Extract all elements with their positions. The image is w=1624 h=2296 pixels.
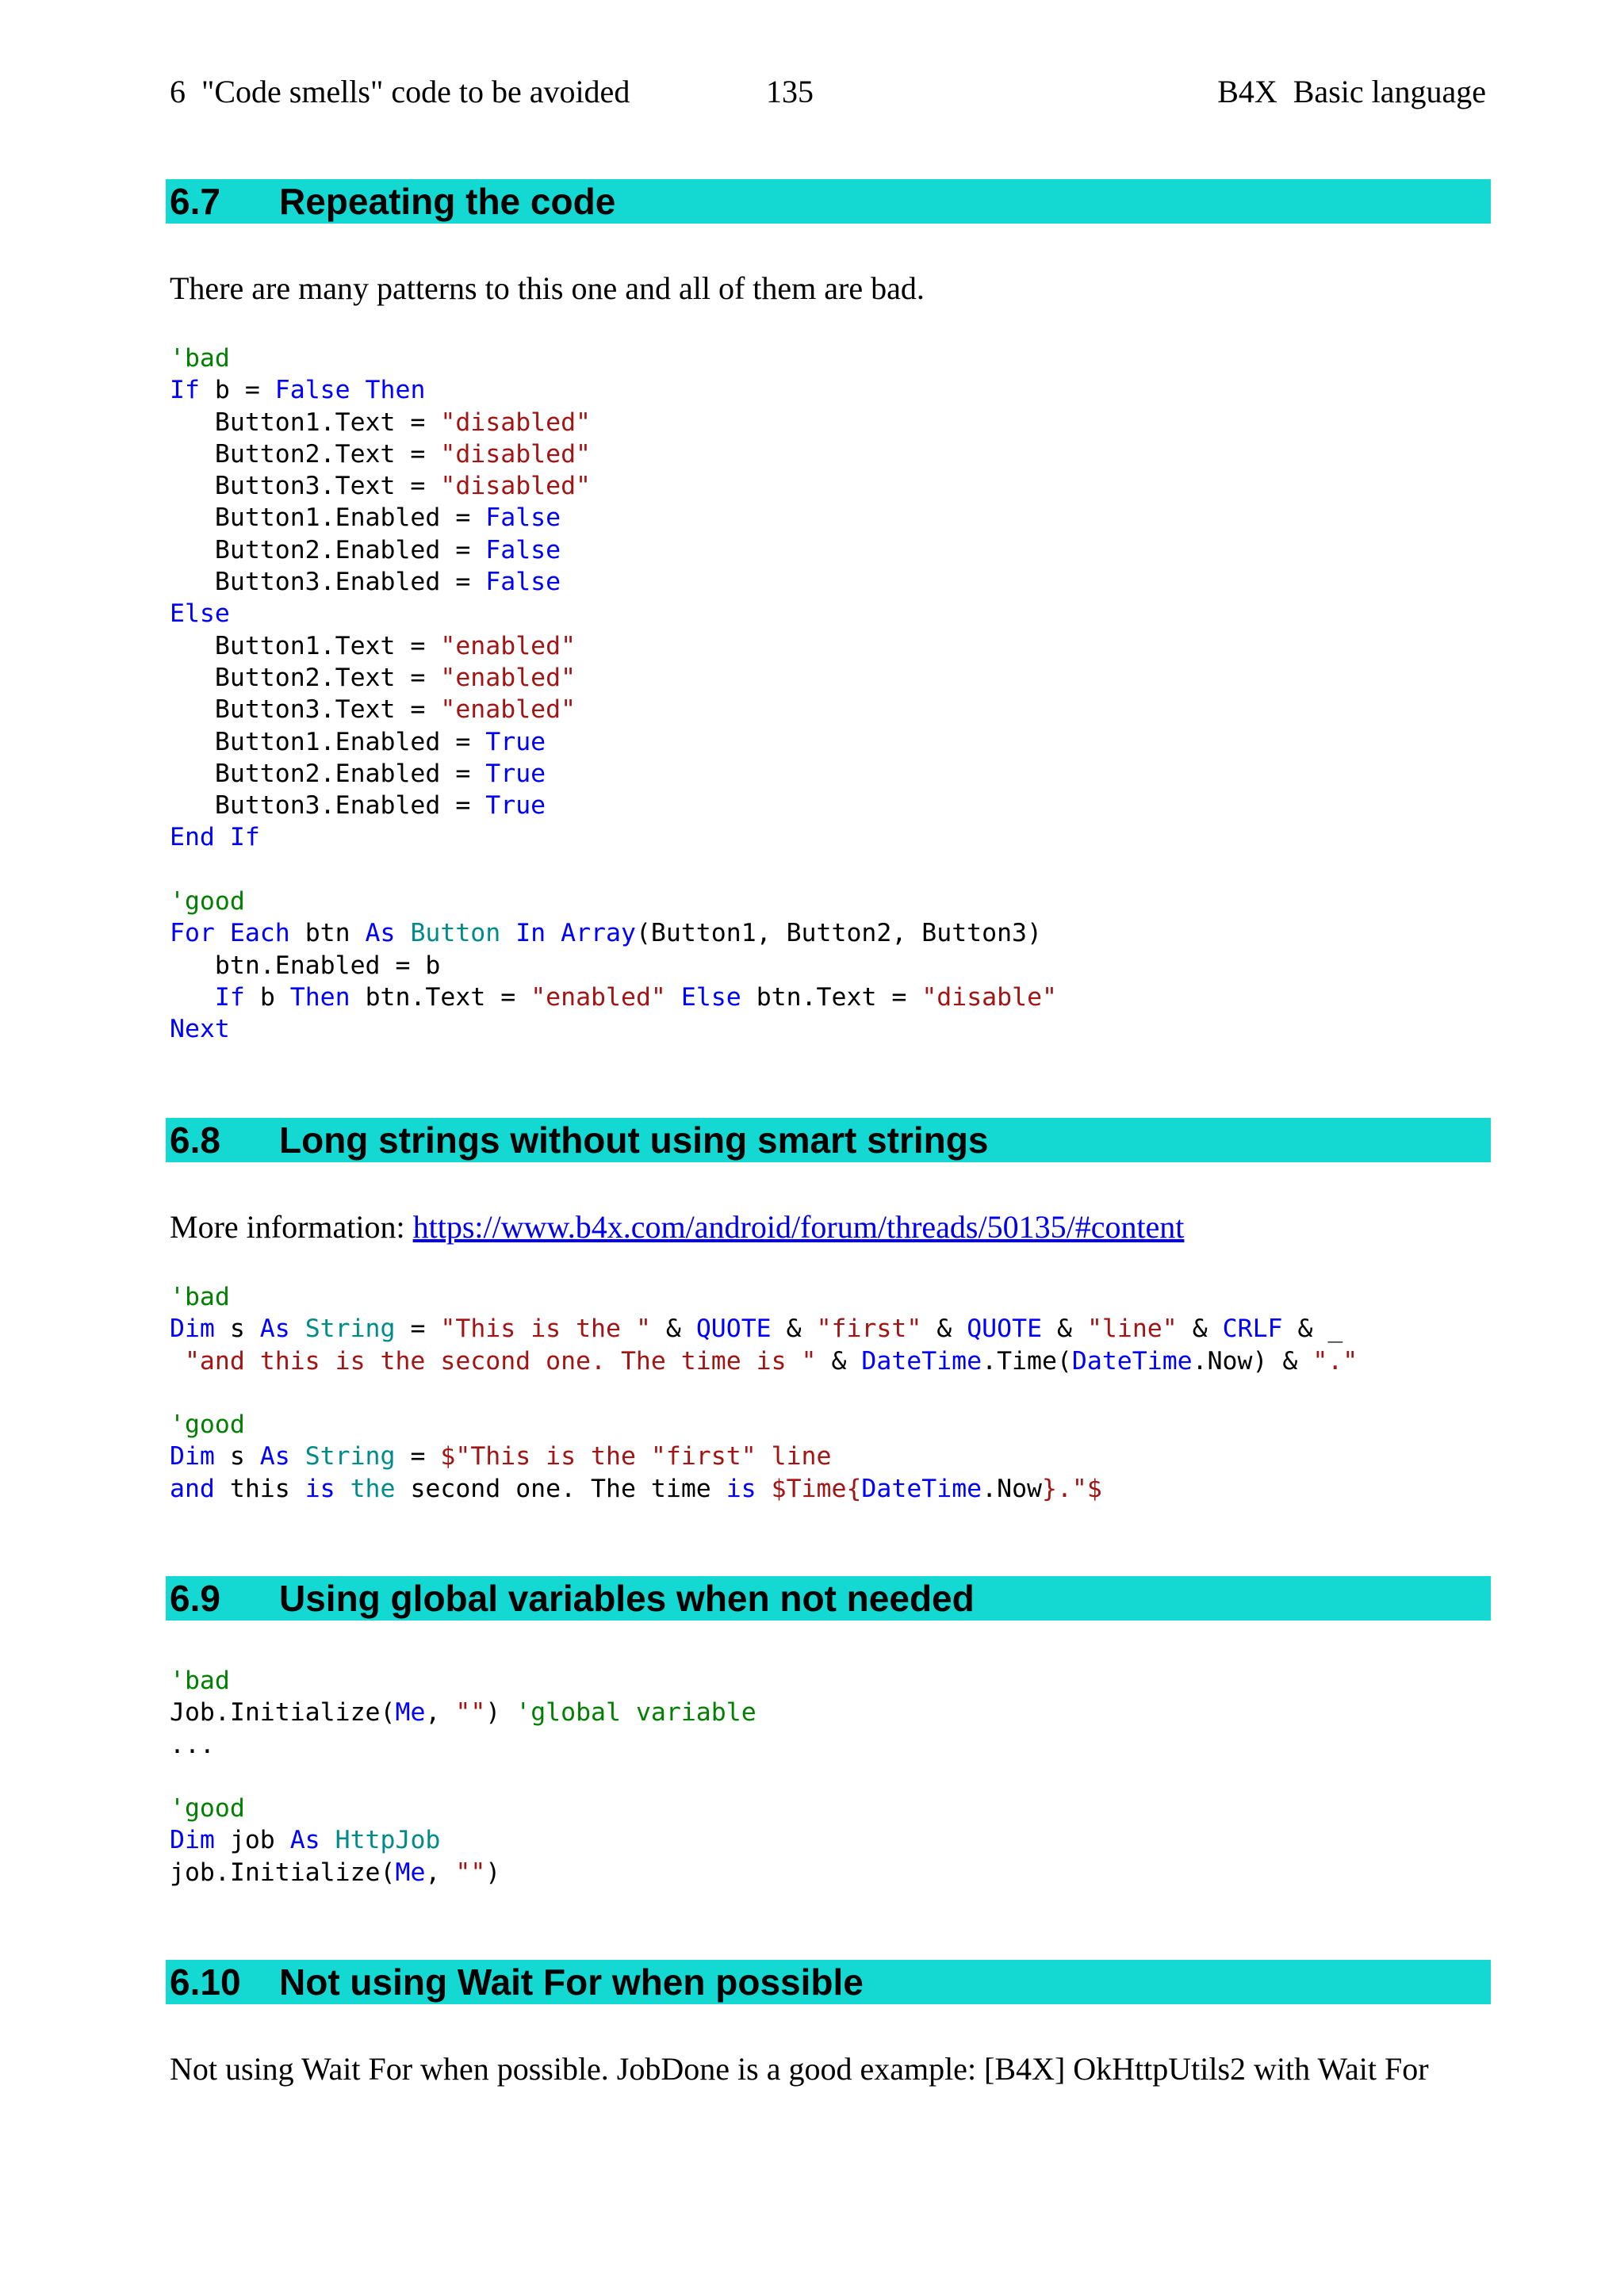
header-chapter-title: 6 "Code smells" code to be avoided <box>170 74 630 109</box>
code-token-string: $Time{ <box>771 1474 862 1503</box>
code-token-code-text: btn.Text = <box>756 982 922 1012</box>
page-header <box>170 73 1486 121</box>
code-token-code-text: btn <box>304 919 366 948</box>
code-token-type: String <box>304 1442 411 1471</box>
code-token-keyword: Next <box>170 1015 230 1044</box>
code-token-code-text: & <box>936 1314 967 1344</box>
code-token-keyword: As <box>289 1826 335 1855</box>
code-line <box>170 1281 1494 1313</box>
code-token-code-text: btn.Enabled = b <box>170 951 441 980</box>
code-line <box>170 598 1494 629</box>
code-token-comment: 'bad <box>170 1667 230 1695</box>
code-token-code-text: .Time( <box>982 1346 1072 1376</box>
code-token-code-text: b <box>259 982 290 1012</box>
header-book-title: B4X Basic language <box>1217 74 1486 109</box>
code-token-keyword: DateTime <box>861 1474 982 1503</box>
code-line <box>170 854 1494 886</box>
code-token-keyword: Then <box>289 982 366 1012</box>
section-6-10-intro: Not using Wait For when possible. JobDone is a good example: [B4X] OkHttpUtils2 with Wait For <box>170 2051 1429 2087</box>
code-token-keyword: As <box>259 1314 305 1344</box>
code-token-code-text: Button3.Enabled = <box>170 791 486 821</box>
code-token-code-text: btn.Text = <box>365 982 531 1012</box>
code-token-keyword: False <box>485 503 561 533</box>
code-token-string: "" <box>455 1698 486 1728</box>
code-line <box>170 438 1494 470</box>
code-token-type: Button <box>410 919 516 948</box>
code-token-keyword: and <box>170 1474 230 1503</box>
code-line <box>170 1857 1494 1888</box>
code-token-code-text: second one. The time <box>410 1474 726 1503</box>
code-token-code-text: Button2.Text = <box>170 663 441 692</box>
code-line <box>170 1729 1494 1761</box>
code-token-code-text: & <box>1192 1314 1223 1344</box>
code-line <box>170 1345 1494 1377</box>
code-block-6-7 <box>170 342 1494 1046</box>
section-title: Long strings without using smart strings <box>279 1119 989 1161</box>
code-token-code-text: & <box>665 1314 696 1344</box>
code-token-keyword: If <box>214 982 260 1012</box>
forum-thread-link[interactable]: https://www.b4x.com/android/forum/threads/50135/#content <box>412 1209 1185 1245</box>
code-token-string: "enabled" <box>440 631 576 660</box>
code-line <box>170 374 1494 406</box>
section-heading-6-9 <box>166 1576 1491 1621</box>
code-line <box>170 726 1494 758</box>
code-line <box>170 470 1494 502</box>
code-token-code-text: ... <box>170 1730 215 1759</box>
code-token-code-text: Button1.Text = <box>170 408 441 437</box>
code-token-code-text: this <box>229 1474 305 1503</box>
code-token-keyword: DateTime <box>861 1346 982 1376</box>
code-line <box>170 566 1494 598</box>
code-token-code-text: job <box>229 1826 290 1855</box>
code-token-keyword: False <box>485 535 561 564</box>
code-token-keyword: is <box>726 1474 772 1503</box>
code-line <box>170 630 1494 662</box>
code-line <box>170 1013 1494 1045</box>
code-token-keyword: Dim <box>170 1314 230 1344</box>
code-token-string: }."$ <box>1042 1474 1102 1503</box>
code-token-code-text: & <box>1057 1314 1087 1344</box>
code-token-comment: 'bad <box>170 344 230 373</box>
code-line <box>170 982 1494 1013</box>
code-token-keyword: QUOTE <box>695 1314 787 1344</box>
section-heading-6-7 <box>166 179 1491 224</box>
code-token-string: "line" <box>1086 1314 1193 1344</box>
code-token-keyword: DateTime <box>1071 1346 1193 1376</box>
code-line <box>170 1441 1494 1472</box>
code-token-code-text: Button2.Text = <box>170 439 441 469</box>
code-token-keyword: For Each <box>170 919 305 948</box>
code-token-keyword: Me <box>395 1698 426 1728</box>
code-block-6-9 <box>170 1665 1494 1888</box>
code-line <box>170 1761 1494 1793</box>
code-token-code-text: b = <box>214 376 275 405</box>
section-number: 6.7 <box>170 181 220 222</box>
code-token-comment: 'good <box>170 1794 245 1823</box>
code-token-keyword: Me <box>395 1858 426 1887</box>
code-token-keyword: True <box>485 727 546 756</box>
code-line <box>170 1793 1494 1824</box>
code-token-code-text <box>170 983 215 1012</box>
code-block-6-8 <box>170 1281 1494 1505</box>
code-token-code-text: Job.Initialize( <box>170 1698 396 1728</box>
code-token-string: "enabled" <box>440 663 576 692</box>
code-token-keyword: As <box>365 919 411 948</box>
section-heading-6-10 <box>166 1960 1491 2004</box>
code-token-code-text: Button2.Enabled = <box>170 535 486 564</box>
code-token-code-text: Button1.Text = <box>170 631 441 660</box>
code-token-code-text: & _ <box>1297 1314 1343 1344</box>
code-token-comment: 'good <box>170 1410 245 1440</box>
code-token-keyword: is <box>304 1474 350 1503</box>
code-token-code-text: Button3.Text = <box>170 472 441 501</box>
code-line <box>170 534 1494 566</box>
code-token-keyword: End If <box>170 823 260 852</box>
code-token-string: "" <box>455 1858 486 1887</box>
code-token-code-text: .Now) & <box>1192 1346 1313 1376</box>
code-token-code-text: (Button1, Button2, Button3) <box>635 919 1042 948</box>
code-line <box>170 790 1494 821</box>
code-token-code-text: Button1.Enabled = <box>170 727 486 756</box>
code-token-code-text: Button1.Enabled = <box>170 503 486 533</box>
code-token-code-text: , <box>425 1858 456 1887</box>
code-token-code-text: .Now <box>982 1474 1042 1503</box>
code-token-comment: 'global variable <box>515 1698 756 1728</box>
section-title: Using global variables when not needed <box>279 1578 975 1619</box>
code-token-keyword: If <box>170 376 215 405</box>
code-line <box>170 1824 1494 1856</box>
code-token-keyword: False Then <box>274 376 426 405</box>
code-token-keyword: CRLF <box>1222 1314 1298 1344</box>
code-token-code-text: , <box>425 1698 456 1728</box>
code-token-code-text: = <box>410 1314 441 1344</box>
code-token-code-text: job.Initialize( <box>170 1858 396 1887</box>
code-token-string: "and this is the second one. The time is " <box>170 1346 832 1376</box>
code-token-string: "disabled" <box>440 439 592 469</box>
more-information-label: More information: <box>170 1209 413 1245</box>
section-6-8-intro <box>170 1207 1494 1248</box>
code-token-keyword: QUOTE <box>967 1314 1058 1344</box>
code-line <box>170 917 1494 949</box>
code-token-string: $"This is the "first" line <box>440 1442 832 1471</box>
code-line <box>170 1665 1494 1697</box>
code-token-code-text: & <box>831 1346 862 1376</box>
code-token-keyword: Else <box>170 599 230 629</box>
code-token-string: "first" <box>816 1314 937 1344</box>
code-token-keyword: True <box>485 791 546 821</box>
section-number: 6.9 <box>170 1578 220 1619</box>
section-heading-6-8 <box>166 1118 1491 1162</box>
header-page-number: 135 <box>766 74 814 109</box>
code-line <box>170 502 1494 534</box>
code-token-code-text: ) <box>485 1698 516 1728</box>
code-token-code-text: Button2.Enabled = <box>170 759 486 788</box>
code-line <box>170 694 1494 725</box>
code-token-code-text: s <box>229 1314 260 1344</box>
code-line <box>170 886 1494 917</box>
code-token-string: "enabled" <box>530 982 681 1012</box>
code-token-string: "enabled" <box>440 695 576 725</box>
code-token-keyword: As <box>259 1442 305 1471</box>
code-token-keyword: True <box>485 759 546 788</box>
code-token-code-text: ) <box>485 1858 501 1887</box>
section-number: 6.8 <box>170 1119 220 1161</box>
code-token-string: "This is the " <box>440 1314 666 1344</box>
code-line <box>170 1377 1494 1409</box>
code-token-keyword: Dim <box>170 1442 230 1471</box>
section-6-7-intro: There are many patterns to this one and all of them are bad. <box>170 270 925 306</box>
code-token-string: "disabled" <box>440 408 592 437</box>
code-token-type: the <box>350 1474 411 1503</box>
code-line <box>170 1473 1494 1505</box>
code-token-string: "disabled" <box>440 472 592 501</box>
code-line <box>170 1313 1494 1345</box>
code-token-string: "disable" <box>921 982 1057 1012</box>
code-line <box>170 407 1494 438</box>
code-token-string: "." <box>1312 1346 1358 1376</box>
section-number: 6.10 <box>170 1961 241 2003</box>
code-token-comment: 'good <box>170 887 245 916</box>
code-line <box>170 758 1494 790</box>
code-line <box>170 342 1494 374</box>
code-token-code-text: s <box>229 1442 260 1471</box>
code-line <box>170 662 1494 694</box>
code-token-keyword: False <box>485 568 561 597</box>
code-line <box>170 950 1494 982</box>
code-token-code-text: Button3.Enabled = <box>170 568 486 597</box>
code-token-keyword: In Array <box>515 919 636 948</box>
section-title: Repeating the code <box>279 181 616 222</box>
section-title: Not using Wait For when possible <box>279 1961 864 2003</box>
code-token-keyword: Else <box>680 982 756 1012</box>
code-token-comment: 'bad <box>170 1283 230 1311</box>
code-token-code-text: & <box>786 1314 817 1344</box>
code-token-code-text: = <box>410 1442 441 1471</box>
code-token-type: HttpJob <box>335 1826 441 1855</box>
code-token-type: String <box>304 1314 411 1344</box>
code-token-code-text: Button3.Text = <box>170 695 441 725</box>
code-line <box>170 1697 1494 1728</box>
code-token-keyword: Dim <box>170 1826 230 1855</box>
code-line <box>170 821 1494 853</box>
code-line <box>170 1409 1494 1441</box>
